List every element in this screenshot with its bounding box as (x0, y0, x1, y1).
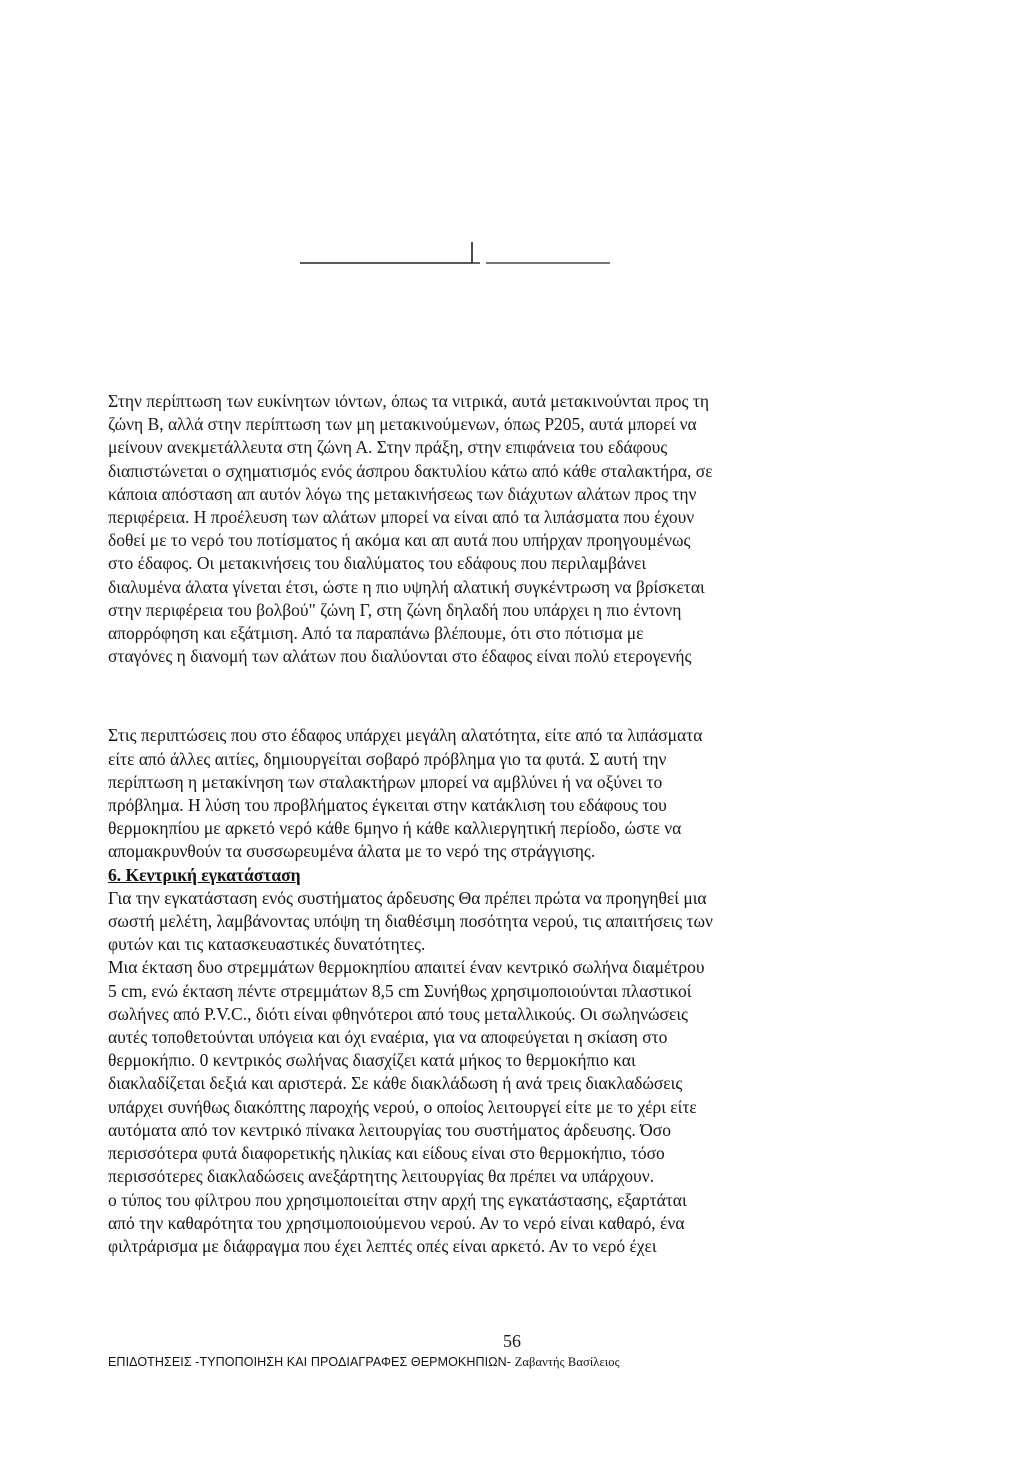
text-line: σωστή μελέτη, λαμβάνοντας υπόψη τη διαθέσιμη ποσότητα νερού, τις απαιτήσεις των (108, 911, 713, 932)
footer-title: ΕΠΙΔΟΤΗΣΕΙΣ -ΤΥΠΟΠΟΙΗΣΗ ΚΑΙ ΠΡΟΔΙΑΓΡΑΦΕΣ ΘΕΡΜΟΚΗΠΙΩΝ- (108, 1355, 512, 1369)
text-line: στην περιφέρεια του βολβού" ζώνη Γ, στη ζώνη δηλαδή που υπάρχει η πιο έντονη (108, 599, 682, 620)
text-line: μείνουν ανεκμετάλλευτα στη ζώνη Α. Στην πράξη, στην επιφάνεια του εδάφους (108, 437, 668, 458)
text-line: στο έδαφος. Οι μετακινήσεις του διαλύματος του εδάφους που περιλαμβάνει (108, 553, 647, 574)
text-line: περισσότερα φυτά διαφορετικής ηλικίας και είδους είναι στο θερμοκήπιο, τόσο (108, 1143, 665, 1164)
text-line: υπάρχει συνήθως διακόπτης παροχής νερού, ο οποίος λειτουργεί είτε με το χέρι είτε (108, 1096, 697, 1117)
text-line: σταγόνες η διανομή των αλάτων που διαλύονται στο έδαφος είναι πολύ ετερογενής (108, 646, 692, 667)
text-line: θερμοκήπιο. 0 κεντρικός σωλήνας διασχίζει κατά μήκος το θερμοκήπιο και (108, 1050, 636, 1071)
text-line: Μια έκταση δυο στρεμμάτων θερμοκηπίου απαιτεί έναν κεντρικό σωλήνα διαμέτρου (108, 957, 705, 978)
text-line: απορρόφηση και εξάτμιση. Από τα παραπάνω βλέπουμε, ότι στο πότισμα με (108, 623, 644, 644)
page-body (108, 390, 948, 1258)
paragraph-salt-movement (108, 390, 948, 668)
text-line: ο τύπος του φίλτρου που χρησιμοποιείται στην αρχή της εγκατάστασης, εξαρτάται (108, 1189, 687, 1210)
text-line: δοθεί με το νερό του ποτίσματος ή ακόμα και απ αυτά που υπήρχαν προηγουμένως (108, 530, 691, 551)
section-heading: 6. Κεντρική εγκατάσταση (108, 864, 301, 885)
text-line: φιλτράρισμα με διάφραγμα που έχει λεπτές οπές είναι αρκετό. Αν το νερό έχει (108, 1235, 657, 1256)
text-line: 5 cm, ενώ έκταση πέντε στρεμμάτων 8,5 cm Συνήθως χρησιμοποιούνται πλαστικοί (108, 980, 692, 1001)
text-line: περιφέρεια. Η προέλευση των αλάτων μπορεί να είναι από τα λιπάσματα που έχουν (108, 507, 695, 528)
text-line: θερμοκηπίου με αρκετό νερό κάθε 6μηνο ή κάθε καλλιεργητική περίοδο, ώστε να (108, 818, 682, 839)
paragraph-spacer (108, 668, 948, 724)
text-line: Για την εγκατάσταση ενός συστήματος άρδευσης Θα πρέπει πρώτα να προηγηθεί μια (108, 887, 707, 908)
text-line: περίπτωση η μετακίνηση των σταλακτήρων μπορεί να αμβλύνει ή να οξύνει το (108, 771, 663, 792)
text-line: απομακρυνθούν τα συσσωρευμένα άλατα με το νερό της στράγγισης. (108, 841, 596, 862)
text-line: διακλαδίζεται δεξιά και αριστερά. Σε κάθε διακλάδωση ή ανά τρεις διακλαδώσεις (108, 1073, 683, 1094)
text-line: σωλήνες από P.V.C., διότι είναι φθηνότεροι από τους μεταλλικούς. Οι σωληνώσεις (108, 1003, 688, 1024)
text-line: περισσότερες διακλαδώσεις ανεξάρτητης λειτουργίας θα πρέπει να υπάρχουν. (108, 1166, 655, 1187)
text-line: Στις περιπτώσεις που στο έδαφος υπάρχει μεγάλη αλατότητα, είτε από τα λιπάσματα (108, 725, 703, 746)
text-line: κάποια απόσταση απ αυτόν λόγω της μετακινήσεως των διάχυτων αλάτων προς την (108, 483, 697, 504)
text-line: πρόβλημα. Η λύση του προβλήματος έγκειται στην κατάκλιση του εδάφους του (108, 795, 667, 816)
paragraph-central-installation (108, 887, 948, 1258)
text-line: ζώνη Β, αλλά στην περίπτωση των μη μετακινούμενων, όπως Ρ205, αυτά μπορεί να (108, 414, 697, 435)
figure-line-art (300, 236, 620, 266)
text-line: διαλυμένα άλατα γίνεται έτσι, ώστε η πιο υψηλή αλατική συγκέντρωση να βρίσκεται (108, 576, 705, 597)
text-line: διαπιστώνεται ο σχηματισμός ενός άσπρου δακτυλίου κάτω από κάθε σταλακτήρα, σε (108, 460, 713, 481)
page-number: 56 (503, 1331, 521, 1351)
page-footer (108, 1355, 620, 1370)
text-line: Στην περίπτωση των ευκίνητων ιόντων, όπως τα νιτρικά, αυτά μετακινούνται προς τη (108, 391, 710, 411)
text-line: από την καθαρότητα του χρησιμοποιούμενου νερού. Αν το νερό είναι καθαρό, ένα (108, 1212, 685, 1233)
text-line: αυτόματα από τον κεντρικό πίνακα λειτουργίας του συστήματος άρδευσης. Όσο (108, 1119, 671, 1140)
text-line: αυτές τοποθετούνται υπόγεια και όχι εναέρια, για να αποφεύγεται η σκίαση στο (108, 1027, 668, 1048)
paragraph-salinity-problem (108, 724, 948, 863)
footer-author: Ζαβαντής Βασίλειος (514, 1355, 620, 1369)
text-line: είτε από άλλες αιτίες, δημιουργείται σοβαρό πρόβλημα γιο τα φυτά. Σ αυτή την (108, 748, 667, 769)
figure-fragment (300, 236, 620, 266)
text-line: φυτών και τις κατασκευαστικές δυνατότητες. (108, 934, 426, 955)
